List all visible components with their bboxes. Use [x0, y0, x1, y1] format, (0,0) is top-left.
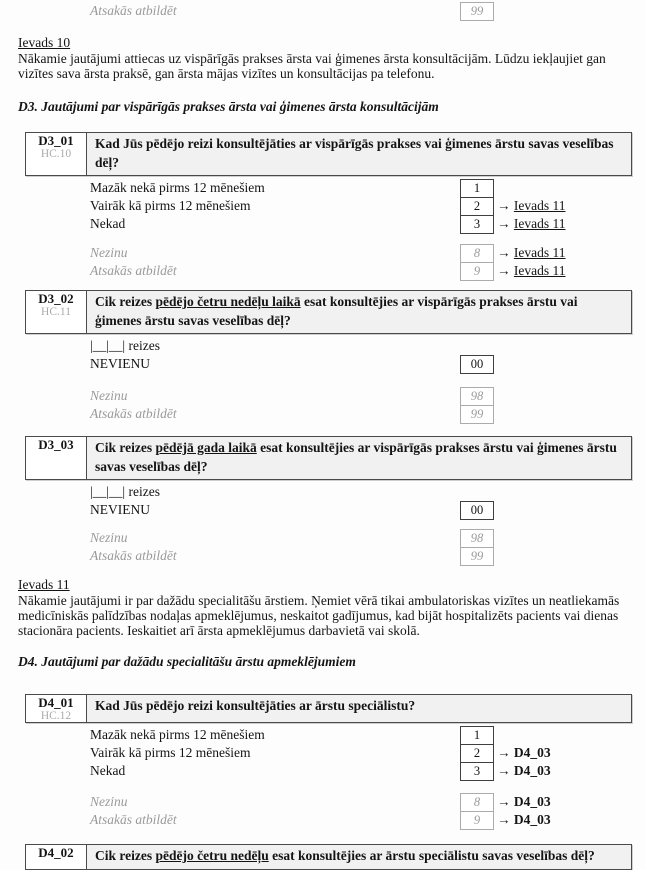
- option-label: Vairāk kā pirms 12 mēnešiem: [90, 745, 251, 760]
- goto-instruction: [497, 263, 565, 279]
- count-entry-label: |__|__| reizes: [90, 484, 160, 499]
- count-entry-row: [18, 484, 633, 501]
- answer-code-box: 2: [460, 744, 494, 763]
- goto-instruction: [497, 198, 565, 214]
- intro-10-line: vizītes sava ārsta praksē, gan ārsta mājas vizītes un konsultācijas pa telefonu.: [18, 66, 435, 81]
- question-hc-code: HC.11: [41, 306, 71, 318]
- count-entry-row: [18, 338, 633, 355]
- arrow-icon: →: [497, 763, 511, 778]
- answer-row: [18, 811, 633, 829]
- answer-code-box: 9: [460, 262, 494, 281]
- answer-row: [18, 215, 633, 233]
- goto-target: D4_03: [513, 763, 551, 778]
- option-label: Vairāk kā pirms 12 mēnešiem: [90, 198, 251, 213]
- arrow-icon: →: [497, 263, 511, 278]
- goto-instruction: [497, 745, 551, 761]
- goto-target: Ievads 11: [513, 198, 566, 213]
- question-hc-code: HC.12: [40, 710, 72, 722]
- dont-know-label: Nezinu: [90, 794, 128, 809]
- answer-options: [18, 484, 633, 565]
- goto-instruction: [497, 763, 551, 779]
- nonresponse-group: [18, 387, 633, 423]
- intro-11-line: medicīniskās palīdzības nodaļas apmeklējumus, neskaitot gadījumus, kad bijāt hospitalizēts pacients vai dienas: [18, 608, 619, 623]
- question-text: Kad Jūs pēdējo reizi konsultējāties ar ārstu speciālistu?: [95, 698, 416, 713]
- question-code: D3_03: [38, 437, 74, 452]
- option-label: Nekad: [90, 763, 126, 778]
- question-code-cell: [26, 845, 87, 869]
- intro-10-text: [18, 51, 633, 81]
- answer-code-box: 8: [460, 244, 494, 263]
- question-text: Cik reizes pēdējo četru nedēļu laikā esat konsultējies ar vispārīgās prakses ārstu vai ģimenes ārstu savas veselības dēļ?: [95, 294, 578, 328]
- goto-instruction: [497, 794, 551, 810]
- refusal-label: Atsakās atbildēt: [90, 812, 177, 827]
- goto-target: D4_03: [513, 745, 551, 760]
- answer-code-box: 00: [460, 355, 494, 374]
- question-block-d3-03: [18, 436, 633, 565]
- option-label: Mazāk nekā pirms 12 mēnešiem: [90, 727, 265, 742]
- intro-10-line: Nākamie jautājumi attiecas uz vispārīgās prakses ārsta vai ģimenes ārsta konsultācijām. Lūdzu iekļaujiet gan: [18, 51, 606, 66]
- section-d4-heading: D4. Jautājumi par dažādu specialitāšu ārstu apmeklējumiem: [18, 654, 356, 669]
- goto-target: D4_03: [513, 794, 551, 809]
- nonresponse-group: [18, 793, 633, 829]
- question-header: [25, 436, 632, 480]
- question-code: D4_01: [38, 695, 74, 710]
- question-code-cell: [26, 291, 87, 333]
- question-code: D4_02: [38, 845, 74, 860]
- arrow-icon: →: [497, 245, 511, 260]
- question-header: [25, 132, 632, 176]
- digit-boxes: |__|__|: [90, 484, 126, 499]
- question-code: D3_01: [38, 133, 74, 148]
- question-code-cell: [26, 695, 87, 722]
- digit-boxes: |__|__|: [90, 338, 126, 353]
- dont-know-label: Nezinu: [90, 245, 128, 260]
- answer-row: [18, 547, 633, 565]
- question-text: Kad Jūs pēdējo reizi konsultējāties ar vispārīgās prakses vai ģimenes ārstu savas veselības dēļ?: [95, 136, 614, 170]
- question-header: [25, 694, 632, 723]
- question-header: [25, 290, 632, 334]
- question-block-d4-01: [18, 694, 633, 829]
- answer-options: [18, 726, 633, 829]
- goto-target: D4_03: [513, 812, 551, 827]
- previous-question-refusal-row: [18, 2, 633, 20]
- answer-code-box: 1: [460, 179, 494, 198]
- none-label: NEVIENU: [90, 502, 150, 517]
- answer-row: [18, 529, 633, 547]
- nonresponse-group: [18, 529, 633, 565]
- goto-instruction: [497, 216, 565, 232]
- answer-row: [18, 726, 633, 744]
- answer-code-box: 99: [460, 2, 494, 21]
- option-label: Nekad: [90, 216, 126, 231]
- intro-11-title: Ievads 11: [18, 577, 70, 592]
- refusal-label: Atsakās atbildēt: [90, 263, 177, 278]
- intro-11-line: stacionāra pacients. Ieskaitiet arī ārsta apmeklējumus darbavietā vai skolā.: [18, 623, 420, 638]
- intro-10-title: Ievads 10: [18, 35, 71, 50]
- question-block-d4-02: [18, 844, 633, 870]
- arrow-icon: →: [497, 216, 511, 231]
- answer-row: [18, 793, 633, 811]
- answer-code-box: 8: [460, 793, 494, 812]
- goto-instruction: [497, 245, 565, 261]
- dont-know-label: Nezinu: [90, 530, 128, 545]
- answer-code-box: 98: [460, 387, 494, 406]
- answer-row: [18, 262, 633, 280]
- answer-code-box: 2: [460, 197, 494, 216]
- answer-options: [18, 179, 633, 280]
- answer-row: [18, 244, 633, 262]
- answer-code-box: 3: [460, 215, 494, 234]
- answer-row: [18, 387, 633, 405]
- option-label: Mazāk nekā pirms 12 mēnešiem: [90, 180, 265, 195]
- count-entry-label: |__|__| reizes: [90, 338, 160, 353]
- question-block-d3-02: [18, 290, 633, 423]
- section-d3-heading: D3. Jautājumi par vispārīgās prakses ārsta vai ģimenes ārsta konsultācijām: [18, 99, 439, 114]
- dont-know-label: Nezinu: [90, 388, 128, 403]
- none-label: NEVIENU: [90, 356, 150, 371]
- nonresponse-group: [18, 244, 633, 280]
- question-text: Cik reizes pēdējo četru nedēļu esat konsultējies ar ārstu speciālistu savas veselības dēļ?: [95, 848, 595, 863]
- answer-code-box: 99: [460, 547, 494, 566]
- intro-11-line: Nākamie jautājumi ir par dažādu specialitāšu ārstiem. Ņemiet vērā tikai ambulatoriskas vizītes un neatliekamās: [18, 593, 620, 608]
- answer-code-box: 1: [460, 726, 494, 745]
- answer-row: [18, 197, 633, 215]
- goto-instruction: [497, 812, 551, 828]
- answer-row: [18, 355, 633, 373]
- answer-row: [18, 762, 633, 780]
- refusal-label: Atsakās atbildēt: [90, 3, 177, 18]
- question-header: [25, 844, 632, 870]
- question-code: D3_02: [38, 291, 74, 306]
- question-hc-code: HC.10: [40, 148, 72, 160]
- question-code-cell: [26, 133, 87, 175]
- answer-row: [18, 501, 633, 519]
- refusal-label: Atsakās atbildēt: [90, 406, 177, 421]
- arrow-icon: →: [497, 812, 511, 827]
- refusal-label: Atsakās atbildēt: [90, 548, 177, 563]
- goto-target: Ievads 11: [513, 216, 566, 231]
- answer-row: [18, 405, 633, 423]
- goto-target: Ievads 11: [513, 245, 566, 260]
- answer-code-box: 9: [460, 811, 494, 830]
- answer-code-box: 3: [460, 762, 494, 781]
- question-text: Cik reizes pēdējā gada laikā esat konsultējies ar vispārīgās prakses ārstu vai ģimenes ārstu savas veselības dēļ?: [95, 440, 617, 474]
- arrow-icon: →: [497, 745, 511, 760]
- arrow-icon: →: [497, 198, 511, 213]
- goto-target: Ievads 11: [513, 263, 566, 278]
- answer-code-box: 98: [460, 529, 494, 548]
- answer-code-box: 99: [460, 405, 494, 424]
- intro-11-text: [18, 593, 633, 638]
- answer-options: [18, 338, 633, 423]
- answer-code-box: 00: [460, 501, 494, 520]
- question-block-d3-01: [18, 132, 633, 280]
- answer-row: [18, 744, 633, 762]
- question-code-cell: [26, 437, 87, 479]
- arrow-icon: →: [497, 794, 511, 809]
- answer-row: [18, 179, 633, 197]
